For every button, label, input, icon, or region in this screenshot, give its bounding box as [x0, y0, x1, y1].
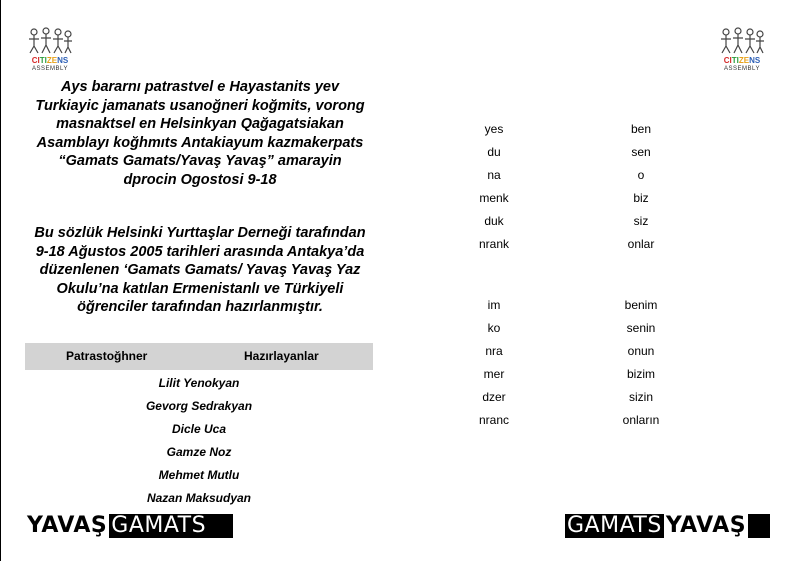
credit-name: Lilit Yenokyan — [158, 376, 240, 390]
intro-turkish-text: Bu sözlük Helsinki Yurttaşlar Derneği tarafından 9-18 Ağustos 2005 tarihleri arasında Antakya’da düzenlenen ‘Gamats Gamats/ Yavaş Yavaş Yaz Okulu’na katılan Ermenistanlı ve Türkiyeli öğrenciler tarafından hazırlanmıştır. — [34, 225, 366, 315]
word-armenian: duk — [484, 214, 504, 228]
word-armenian: mer — [483, 367, 505, 381]
brand-part-yavas: YAVAŞ — [665, 514, 747, 538]
word-turkish: o — [637, 168, 645, 182]
word-armenian: ko — [487, 321, 501, 335]
logo-wordmark: CITIZENS — [31, 56, 69, 65]
intro-turkish — [30, 224, 370, 317]
brand-part-gamats: GAMATS — [567, 514, 662, 538]
credit-name: Mehmet Mutlu — [158, 468, 240, 482]
word-armenian: nranc — [478, 413, 510, 427]
word-armenian: nrank — [478, 237, 510, 251]
brand-yavas-gamats — [25, 514, 233, 538]
credits-header-turkish: Hazırlayanlar — [244, 349, 319, 363]
figures-icon — [718, 26, 766, 56]
logo-subtitle: ASSEMBLY — [724, 66, 760, 72]
credits-header-armenian: Patrastoğhner — [66, 349, 148, 363]
word-turkish: onlar — [627, 237, 655, 251]
page-left-border — [0, 0, 1, 561]
word-armenian: menk — [479, 191, 509, 205]
word-turkish: ben — [630, 122, 652, 136]
word-turkish: biz — [633, 191, 649, 205]
credit-name: Gamze Noz — [166, 445, 232, 459]
logo-wordmark: CITIZENS — [723, 56, 761, 65]
word-armenian: im — [487, 298, 501, 312]
figures-icon — [26, 26, 74, 56]
word-armenian: yes — [484, 122, 504, 136]
logo-subtitle: ASSEMBLY — [32, 66, 68, 72]
credits-header — [25, 343, 373, 370]
word-turkish: sizin — [628, 390, 653, 404]
word-turkish: onun — [627, 344, 655, 358]
word-turkish: senin — [626, 321, 656, 335]
word-turkish: sen — [631, 145, 651, 159]
citizens-assembly-logo-right — [718, 26, 766, 74]
citizens-assembly-logo-left — [26, 26, 74, 74]
credit-name: Gevorg Sedrakyan — [145, 399, 253, 413]
word-turkish: benim — [624, 298, 658, 312]
credit-name: Nazan Maksudyan — [146, 491, 252, 505]
word-armenian: nra — [485, 344, 503, 358]
intro-armenian — [30, 78, 370, 189]
word-armenian: na — [487, 168, 501, 182]
word-armenian: dzer — [482, 390, 506, 404]
brand-gamats-yavas — [565, 514, 770, 538]
word-armenian: du — [487, 145, 501, 159]
word-turkish: bizim — [626, 367, 655, 381]
intro-armenian-text: Ays bararnı patrastvel e Hayastanits yev Turkiayic jamanats usanoğneri koğmits, vorong masnaktsel en Helsinkyan Qağagatsiakan Asamblayı koğhmıts Antakiayum kazmakerpats “Gamats Gamats/Yavaş Yavaş” amarayin dprocin Ogostosi 9-18 — [35, 79, 365, 188]
brand-part-gamats: GAMATS — [111, 514, 207, 538]
word-turkish: onların — [622, 413, 660, 427]
brand-part-yavas: YAVAŞ — [27, 514, 108, 538]
word-turkish: siz — [633, 214, 649, 228]
credit-name: Dicle Uca — [171, 422, 227, 436]
